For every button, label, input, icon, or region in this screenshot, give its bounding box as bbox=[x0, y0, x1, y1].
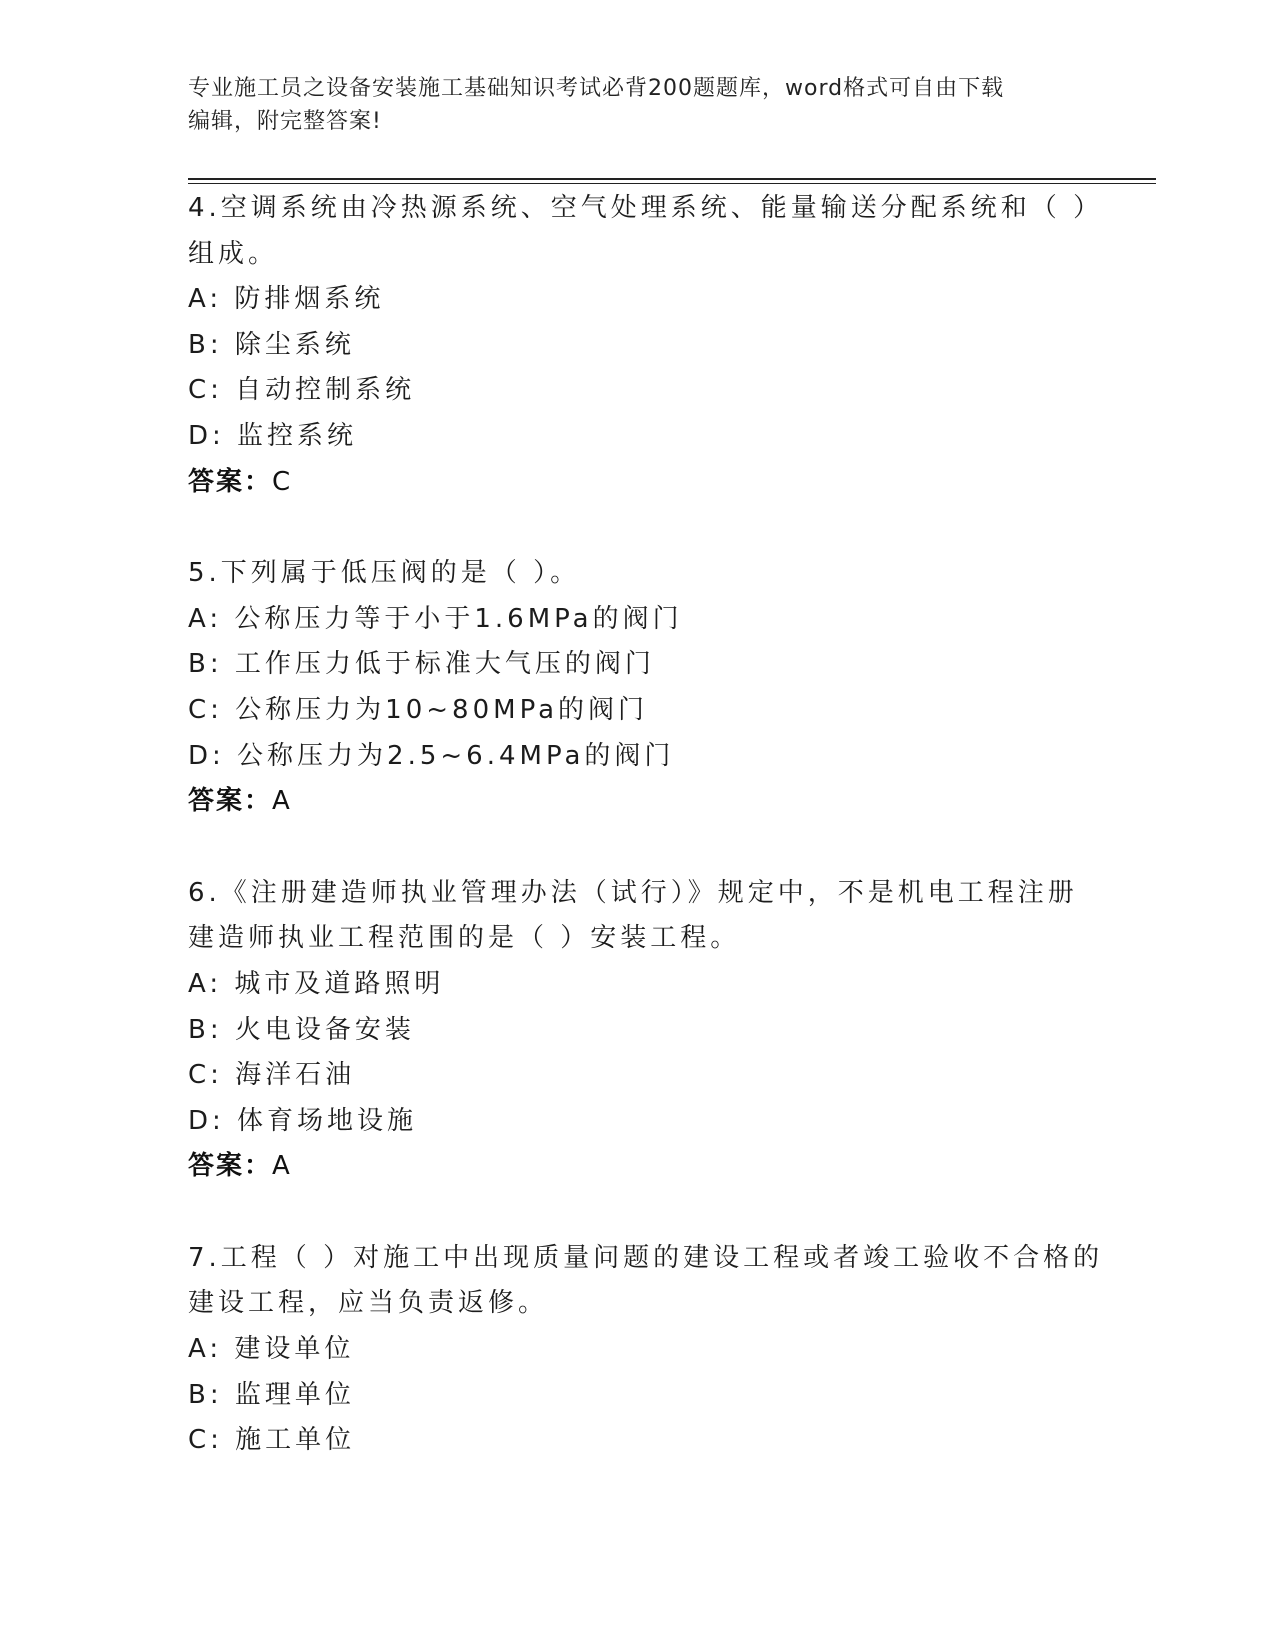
question-stem-line-1: 7.工程（ ）对施工中出现质量问题的建设工程或者竣工验收不合格的 bbox=[188, 1242, 1104, 1273]
option-a: A: 城市及道路照明 bbox=[188, 968, 445, 999]
option-a: A: 公称压力等于小于1.6MPa的阀门 bbox=[188, 603, 683, 634]
header-divider-thick bbox=[188, 178, 1156, 180]
option-c: C: 自动控制系统 bbox=[188, 375, 416, 406]
document-header bbox=[188, 72, 1088, 138]
option-a: A: 建设单位 bbox=[188, 1334, 355, 1365]
option-b: B: 除尘系统 bbox=[188, 329, 355, 360]
header-line-1: 专业施工员之设备安装施工基础知识考试必背200题题库，word格式可自由下载 bbox=[188, 76, 1005, 101]
question-stem-line-1: 5.下列属于低压阀的是（ ）。 bbox=[188, 558, 581, 589]
question-7 bbox=[188, 1236, 1104, 1464]
question-4 bbox=[188, 186, 1104, 505]
question-5 bbox=[188, 551, 1088, 825]
option-d: D: 体育场地设施 bbox=[188, 1105, 418, 1136]
question-stem-line-2: 建造师执业工程范围的是（ ）安装工程。 bbox=[188, 923, 741, 954]
answer-label: 答案： bbox=[188, 466, 273, 497]
header-divider-thin bbox=[188, 183, 1156, 184]
option-c: C: 施工单位 bbox=[188, 1425, 356, 1456]
option-b: B: 火电设备安装 bbox=[188, 1014, 415, 1045]
answer-line bbox=[188, 779, 1088, 825]
option-a: A: 防排烟系统 bbox=[188, 284, 385, 315]
question-stem-line-2: 组成。 bbox=[188, 238, 279, 269]
header-line-2: 编辑，附完整答案! bbox=[188, 109, 382, 134]
option-b: B: 工作压力低于标准大气压的阀门 bbox=[188, 649, 655, 680]
option-d: D: 公称压力为2.5~6.4MPa的阀门 bbox=[188, 740, 675, 771]
answer-value: A bbox=[272, 1151, 292, 1182]
question-stem-line-2: 建设工程，应当负责返修。 bbox=[188, 1288, 549, 1319]
answer-line bbox=[188, 460, 1088, 506]
question-list bbox=[188, 186, 1104, 1510]
question-6 bbox=[188, 871, 1088, 1190]
question-stem-line-1: 6.《注册建造师执业管理办法（试行）》规定中，不是机电工程注册 bbox=[188, 877, 1078, 908]
answer-label: 答案： bbox=[188, 786, 273, 817]
option-d: D: 监控系统 bbox=[188, 420, 358, 451]
question-stem-line-1: 4.空调系统由冷热源系统、空气处理系统、能量输送分配系统和（ ） bbox=[188, 193, 1104, 223]
answer-line bbox=[188, 1144, 1088, 1190]
answer-value: C bbox=[272, 466, 293, 497]
option-c: C: 海洋石油 bbox=[188, 1060, 356, 1091]
answer-value: A bbox=[272, 786, 292, 817]
answer-label: 答案： bbox=[188, 1151, 273, 1182]
option-c: C: 公称压力为10~80MPa的阀门 bbox=[188, 694, 649, 725]
option-b: B: 监理单位 bbox=[188, 1379, 355, 1410]
